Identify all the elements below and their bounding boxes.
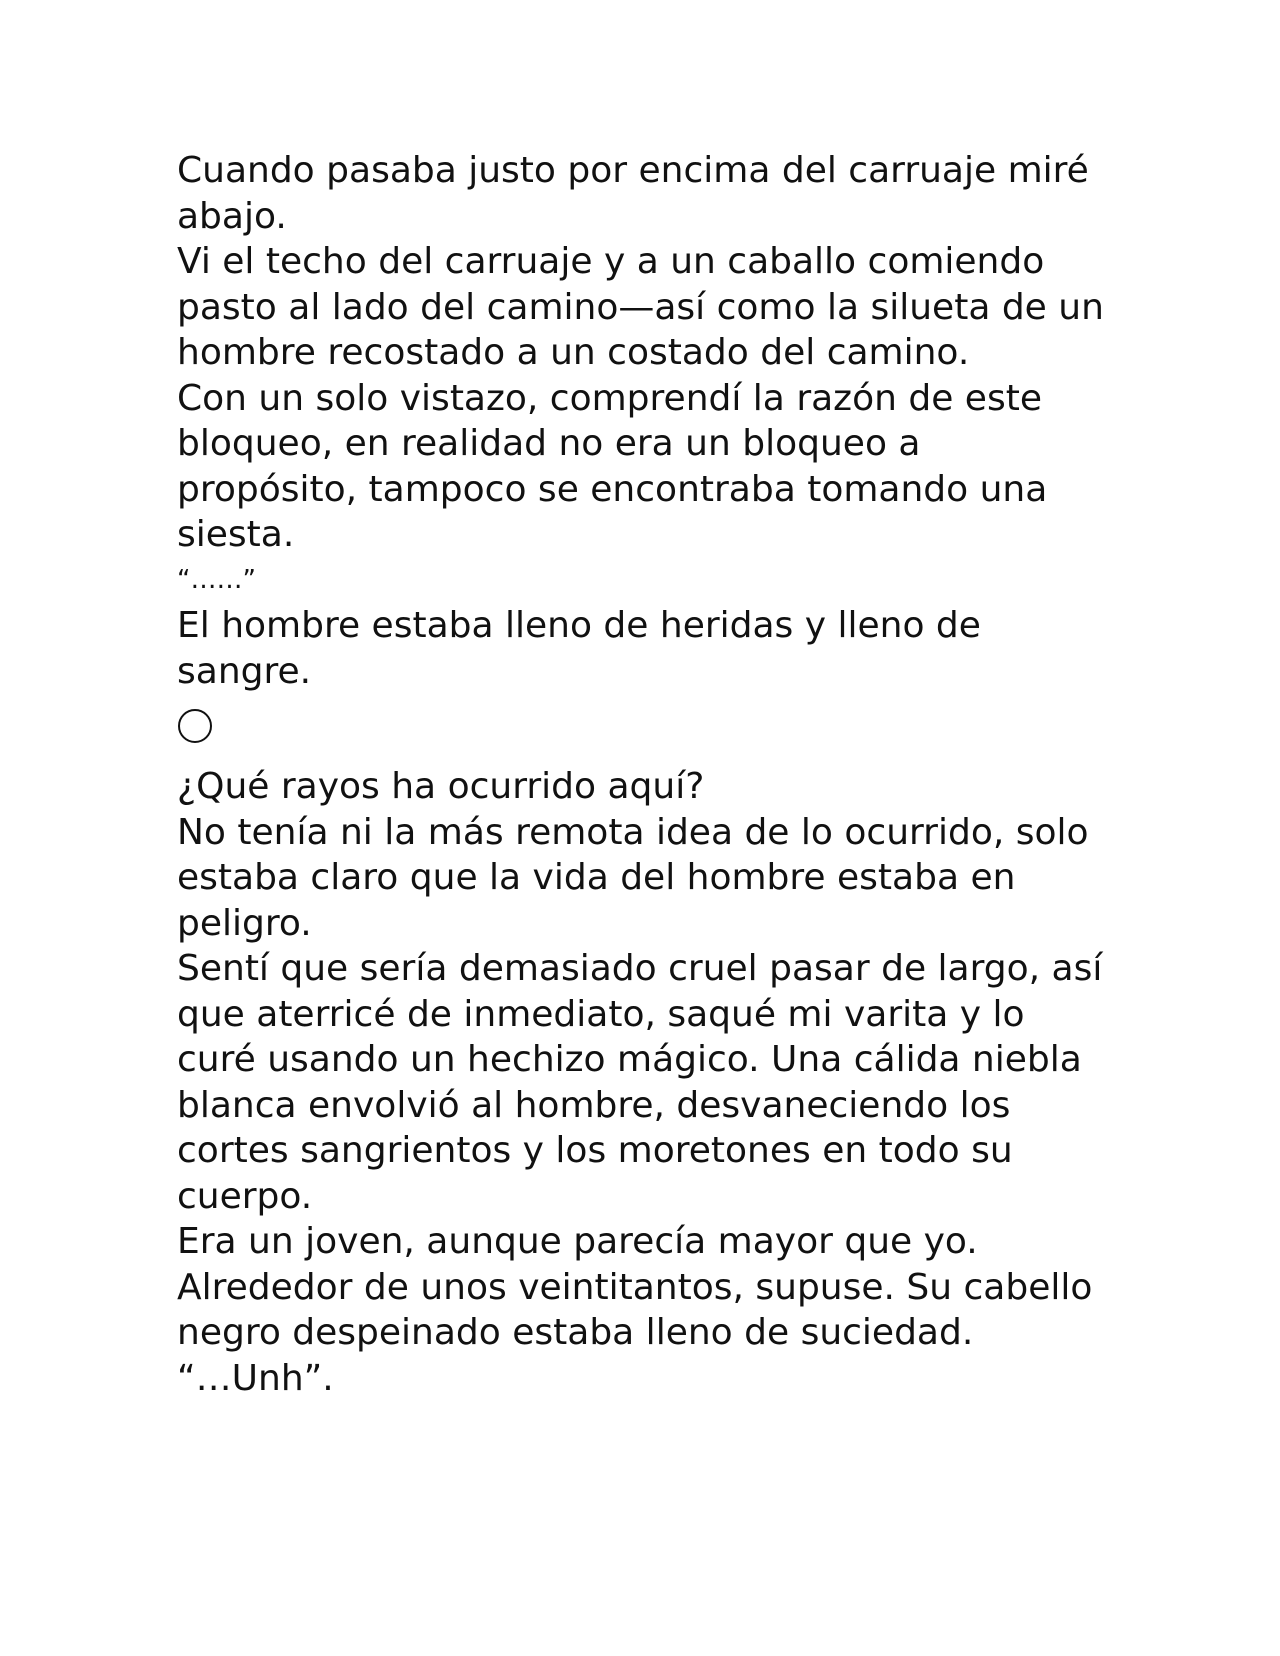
ellipsis-dialogue: “……” [177,564,256,595]
paragraph: Era un joven, aunque parecía mayor que yo. [177,1221,978,1262]
paragraph: Con un solo vistazo, comprendí la razón de este bloqueo, en realidad no era un bloqueo a propósito, tampoco se encontraba tomando una siesta. [177,377,1048,555]
paragraph: No tenía ni la más remota idea de lo ocurrido, solo estaba claro que la vida del hombre estaba en peligro. [177,811,1089,944]
dialogue-line: “…Unh”. [177,1357,334,1399]
section-separator [177,694,1107,758]
paragraph: ¿Qué rayos ha ocurrido aquí? [177,766,705,807]
paragraph: Sentí que sería demasiado cruel pasar de largo, así que aterricé de inmediato, saqué mi varita y lo curé usando un hechizo mágico. Una cálida niebla blanca envolvió al hombre, desvaneciendo los cortes sangrientos y los moretones en todo su cuerpo. [177,948,1103,1217]
paragraph: Vi el techo del carruaje y a un caballo comiendo pasto al lado del camino—así como la silueta de un hombre recostado a un costado del camino. [177,241,1104,373]
text-body [177,148,1107,1401]
circle-outline-icon [178,709,212,743]
paragraph: Alrededor de unos veintitantos, supuse. Su cabello negro despeinado estaba lleno de suciedad. [177,1266,1093,1353]
paragraph: Cuando pasaba justo por encima del carruaje miré abajo. [177,150,1089,237]
paragraph: El hombre estaba lleno de heridas y lleno de sangre. [177,605,981,692]
